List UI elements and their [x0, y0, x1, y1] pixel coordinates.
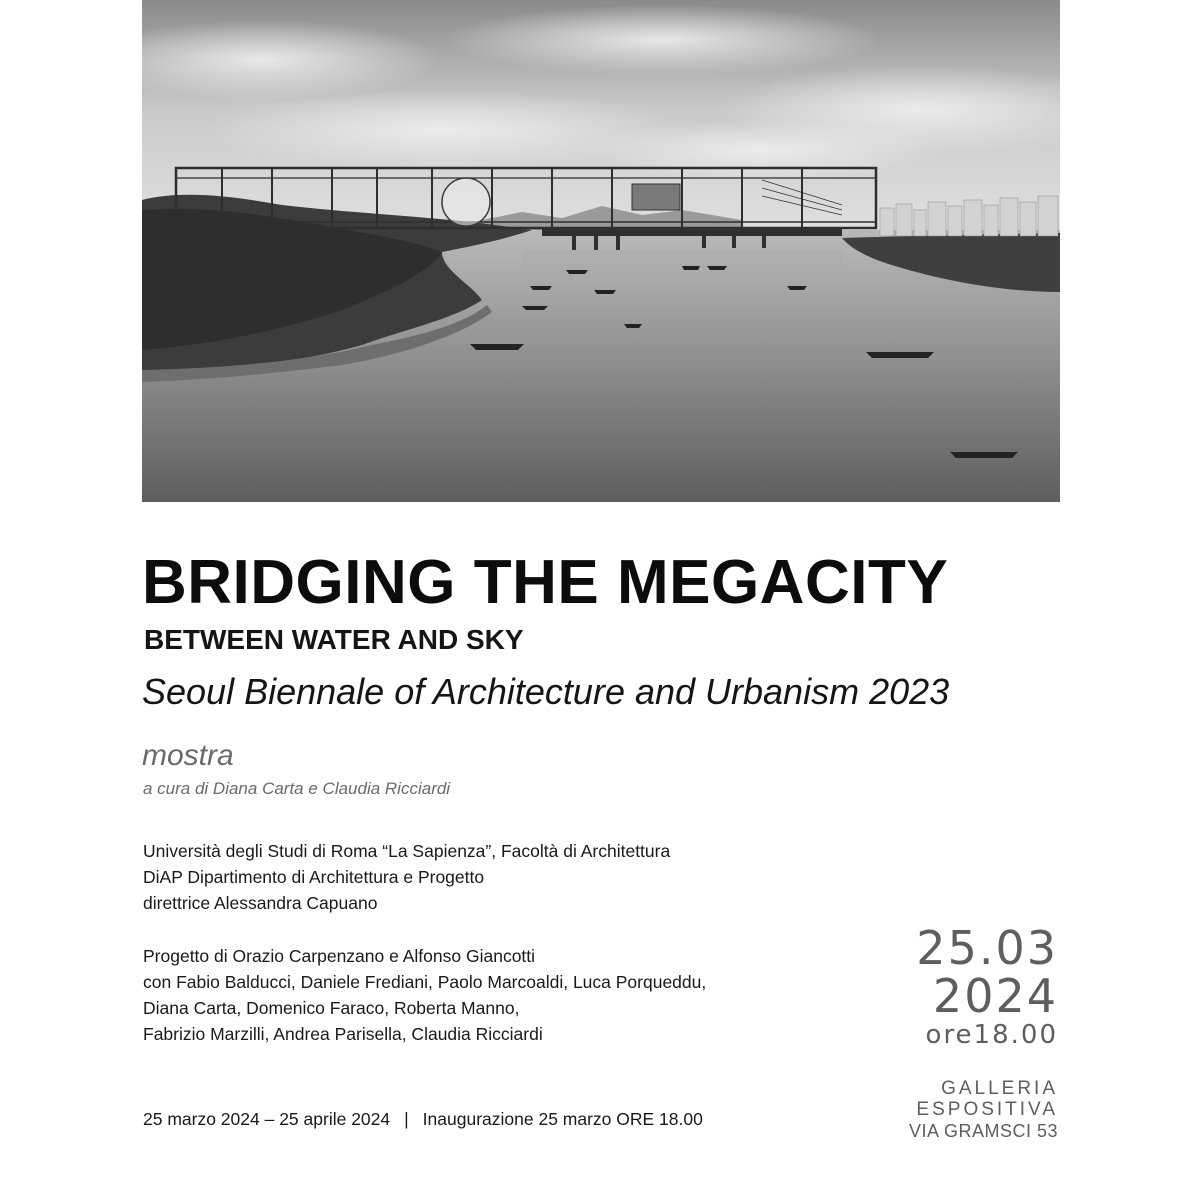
opening-date-box [818, 921, 1058, 1142]
venue-name-line1: GALLERIA [941, 1078, 1058, 1099]
credits-line: con Fabio Balducci, Daniele Frediani, Paolo Marcoaldi, Luca Porqueddu, [143, 972, 707, 992]
event-name: Seoul Biennale of Architecture and Urbanism 2023 [142, 671, 950, 712]
footer-dates [143, 1111, 703, 1129]
poster-subtitle: BETWEEN WATER AND SKY [144, 624, 524, 655]
exhibition-dates: 25 marzo 2024 – 25 aprile 2024 [143, 1109, 391, 1129]
project-credits-block [143, 943, 706, 1047]
institution-line: Università degli Studi di Roma “La Sapienza”, Facoltà di Architettura [143, 841, 671, 861]
opening-info: Inaugurazione 25 marzo ORE 18.00 [422, 1109, 703, 1129]
opening-year: 2024 [932, 969, 1058, 1023]
credits-line: Progetto di Orazio Carpenzano e Alfonso Giancotti [143, 946, 536, 966]
opening-day-month: 25.03 [916, 921, 1058, 975]
poster-title: BRIDGING THE MEGACITY [142, 548, 949, 617]
credits-line: Diana Carta, Domenico Faraco, Roberta Manno, [143, 998, 520, 1018]
exhibition-label: mostra [142, 739, 234, 772]
venue-name-line2: ESPOSITIVA [916, 1099, 1058, 1120]
opening-time: ore18.00 [925, 1020, 1058, 1050]
institution-block [143, 838, 670, 916]
hero-image [142, 0, 1060, 502]
credits-line: Fabrizio Marzilli, Andrea Parisella, Claudia Ricciardi [143, 1024, 543, 1044]
footer-separator: | [404, 1109, 409, 1129]
curators-line: a cura di Diana Carta e Claudia Ricciardi [143, 779, 451, 798]
institution-line: DiAP Dipartimento di Architettura e Progetto [143, 867, 485, 887]
river-bridge-render [142, 0, 1060, 502]
institution-line: direttrice Alessandra Capuano [143, 893, 378, 913]
venue-address: VIA GRAMSCI 53 [908, 1121, 1058, 1141]
